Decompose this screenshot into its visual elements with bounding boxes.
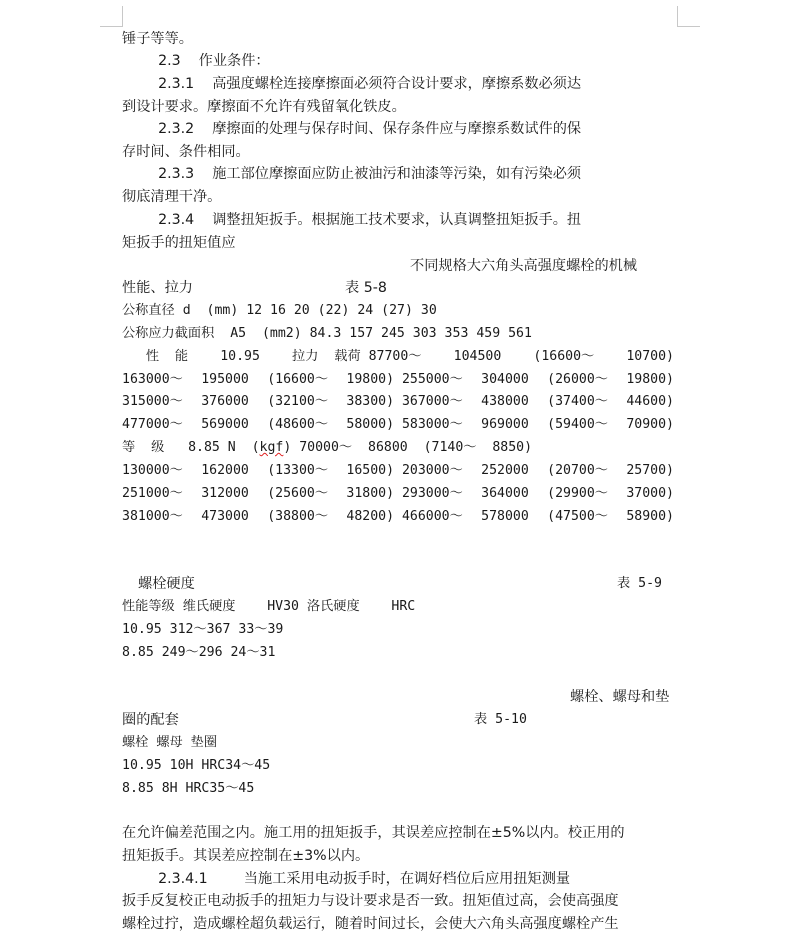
- table-5-10-row: 8.85 8H HRC35～45: [122, 781, 255, 796]
- table-cell: ) 70000～ 86800 (7140～ 8850): [283, 440, 533, 455]
- table-cell: 等 级 8.85 N (: [122, 440, 260, 455]
- table-5-8-row: [122, 460, 674, 482]
- table-cell: 58000) 583000～: [346, 417, 463, 432]
- table-cell: 44600): [626, 394, 674, 409]
- table-cell: 381000～: [122, 509, 183, 524]
- body-line: 2.3.3 施工部位摩擦面应防止被油污和油漆等污染，如有污染必须: [122, 166, 582, 182]
- table-cell: (26000～: [547, 372, 608, 387]
- table-cell: (20700～: [547, 463, 608, 478]
- table-5-10-title: 螺栓、螺母和垫: [570, 689, 670, 705]
- table-5-8-number: 表 5-8: [345, 280, 387, 296]
- section-heading: 2.3 作业条件：: [122, 53, 270, 69]
- table-cell: 304000: [481, 372, 529, 387]
- table-cell: 10.95: [220, 349, 260, 364]
- table-cell: 拉力 载荷 87700～: [292, 349, 422, 364]
- table-cell: (48600～: [267, 417, 329, 432]
- table-cell: (16600～: [267, 372, 329, 387]
- table-cell: (59400～: [547, 417, 608, 432]
- table-cell: 376000: [201, 394, 249, 409]
- table-5-9-title: 螺栓硬度: [138, 576, 195, 592]
- body-line: 矩扳手的扭矩值应: [122, 235, 236, 251]
- body-line: 锤子等等。: [122, 31, 193, 47]
- table-cell: 438000: [481, 394, 529, 409]
- table-5-9-row: 8.85 249～296 24～31: [122, 645, 276, 660]
- table-cell: 38300) 367000～: [346, 394, 463, 409]
- table-5-8-row: [122, 414, 674, 436]
- table-cell: 70900): [626, 417, 674, 432]
- table-cell: (37400～: [547, 394, 608, 409]
- table-cell: 130000～: [122, 463, 183, 478]
- body-line: 在允许偏差范围之内。施工用的扭矩扳手，其误差应控制在±5%以内。校正用的: [122, 825, 625, 841]
- table-cell: 19800) 255000～: [346, 372, 463, 387]
- table-5-10-row: 10.95 10H HRC34～45: [122, 758, 271, 773]
- spellcheck-word: kgf: [259, 440, 284, 455]
- table-cell: 195000: [201, 372, 249, 387]
- table-cell: 969000: [481, 417, 529, 432]
- table-cell: 37000): [626, 486, 674, 501]
- table-cell: (32100～: [267, 394, 329, 409]
- table-cell: 251000～: [122, 486, 183, 501]
- table-cell: 31800) 293000～: [346, 486, 463, 501]
- table-cell: 569000: [201, 417, 249, 432]
- table-cell: 10700): [626, 349, 674, 364]
- table-cell: 58900): [626, 509, 674, 524]
- table-cell: 104500: [453, 349, 502, 364]
- table-cell: 性 能: [122, 349, 189, 364]
- table-5-8-grade-row: [122, 437, 682, 459]
- table-cell: 364000: [481, 486, 529, 501]
- table-cell: (29900～: [547, 486, 608, 501]
- table-cell: 578000: [481, 509, 529, 524]
- body-line: 存时间、条件相同。: [122, 144, 250, 160]
- table-cell: (13300～: [267, 463, 329, 478]
- table-cell: 473000: [201, 509, 249, 524]
- table-5-8-title-cont: 性能、拉力: [122, 280, 193, 296]
- body-line: 2.3.1 高强度螺栓连接摩擦面必须符合设计要求，摩擦系数必须达: [122, 76, 582, 92]
- table-5-9-header: 性能等级 维氏硬度 HV30 洛氏硬度 HRC: [122, 599, 416, 614]
- body-line: 2.3.4 调整扭矩扳手。根据施工技术要求，认真调整扭矩扳手。扭: [122, 212, 582, 228]
- body-line: 彻底清理干净。: [122, 189, 222, 205]
- table-5-10-header: 螺栓 螺母 垫圈: [122, 735, 218, 750]
- table-cell: (25600～: [267, 486, 329, 501]
- table-cell: 252000: [481, 463, 529, 478]
- table-cell: 315000～: [122, 394, 183, 409]
- table-5-9-row: 10.95 312～367 33～39: [122, 622, 284, 637]
- table-5-8-row: [122, 506, 674, 528]
- body-line: 扭矩扳手。其误差应控制在±3%以内。: [122, 848, 370, 864]
- table-cell: 19800): [626, 372, 674, 387]
- table-cell: 162000: [201, 463, 249, 478]
- table-5-8-row: [122, 346, 674, 368]
- table-5-10-number: 表 5-10: [474, 712, 527, 727]
- table-cell: (16600～: [533, 349, 595, 364]
- table-cell: 48200) 466000～: [346, 509, 463, 524]
- table-cell: 16500) 203000～: [346, 463, 463, 478]
- page-corner-mark-right: [677, 6, 700, 27]
- body-line: 2.3.4.1 当施工采用电动扳手时，在调好档位后应用扭矩测量: [122, 871, 571, 887]
- table-5-8-title: 不同规格大六角头高强度螺栓的机械: [410, 258, 638, 274]
- table-5-9-number: 表 5-9: [617, 576, 662, 591]
- table-5-10-title-cont: 圈的配套: [122, 712, 179, 728]
- body-line: 2.3.2 摩擦面的处理与保存时间、保存条件应与摩擦系数试件的保: [122, 121, 582, 137]
- table-5-8-row: [122, 483, 674, 505]
- table-cell: (38800～: [267, 509, 329, 524]
- body-line: 螺栓过拧，造成螺栓超负载运行，随着时间过长，会使大六角头高强度螺栓产生: [122, 916, 619, 932]
- table-5-8-row: [122, 369, 674, 391]
- body-line: 到设计要求。摩擦面不允许有残留氧化铁皮。: [122, 99, 406, 115]
- table-5-8-row: [122, 391, 674, 413]
- table-cell: 477000～: [122, 417, 183, 432]
- table-cell: 25700): [626, 463, 674, 478]
- table-5-8-diameter-row: 公称直径 d (mm) 12 16 20 (22) 24 (27) 30: [122, 303, 437, 318]
- page-corner-mark-left: [100, 6, 123, 27]
- table-cell: 163000～: [122, 372, 183, 387]
- body-line: 扳手反复校正电动扳手的扭矩力与设计要求是否一致。扭矩值过高，会使高强度: [122, 893, 619, 909]
- table-5-8-area-row: 公称应力截面积 A5 (mm2) 84.3 157 245 303 353 459 561: [122, 326, 532, 341]
- table-cell: (47500～: [547, 509, 608, 524]
- table-cell: 312000: [201, 486, 249, 501]
